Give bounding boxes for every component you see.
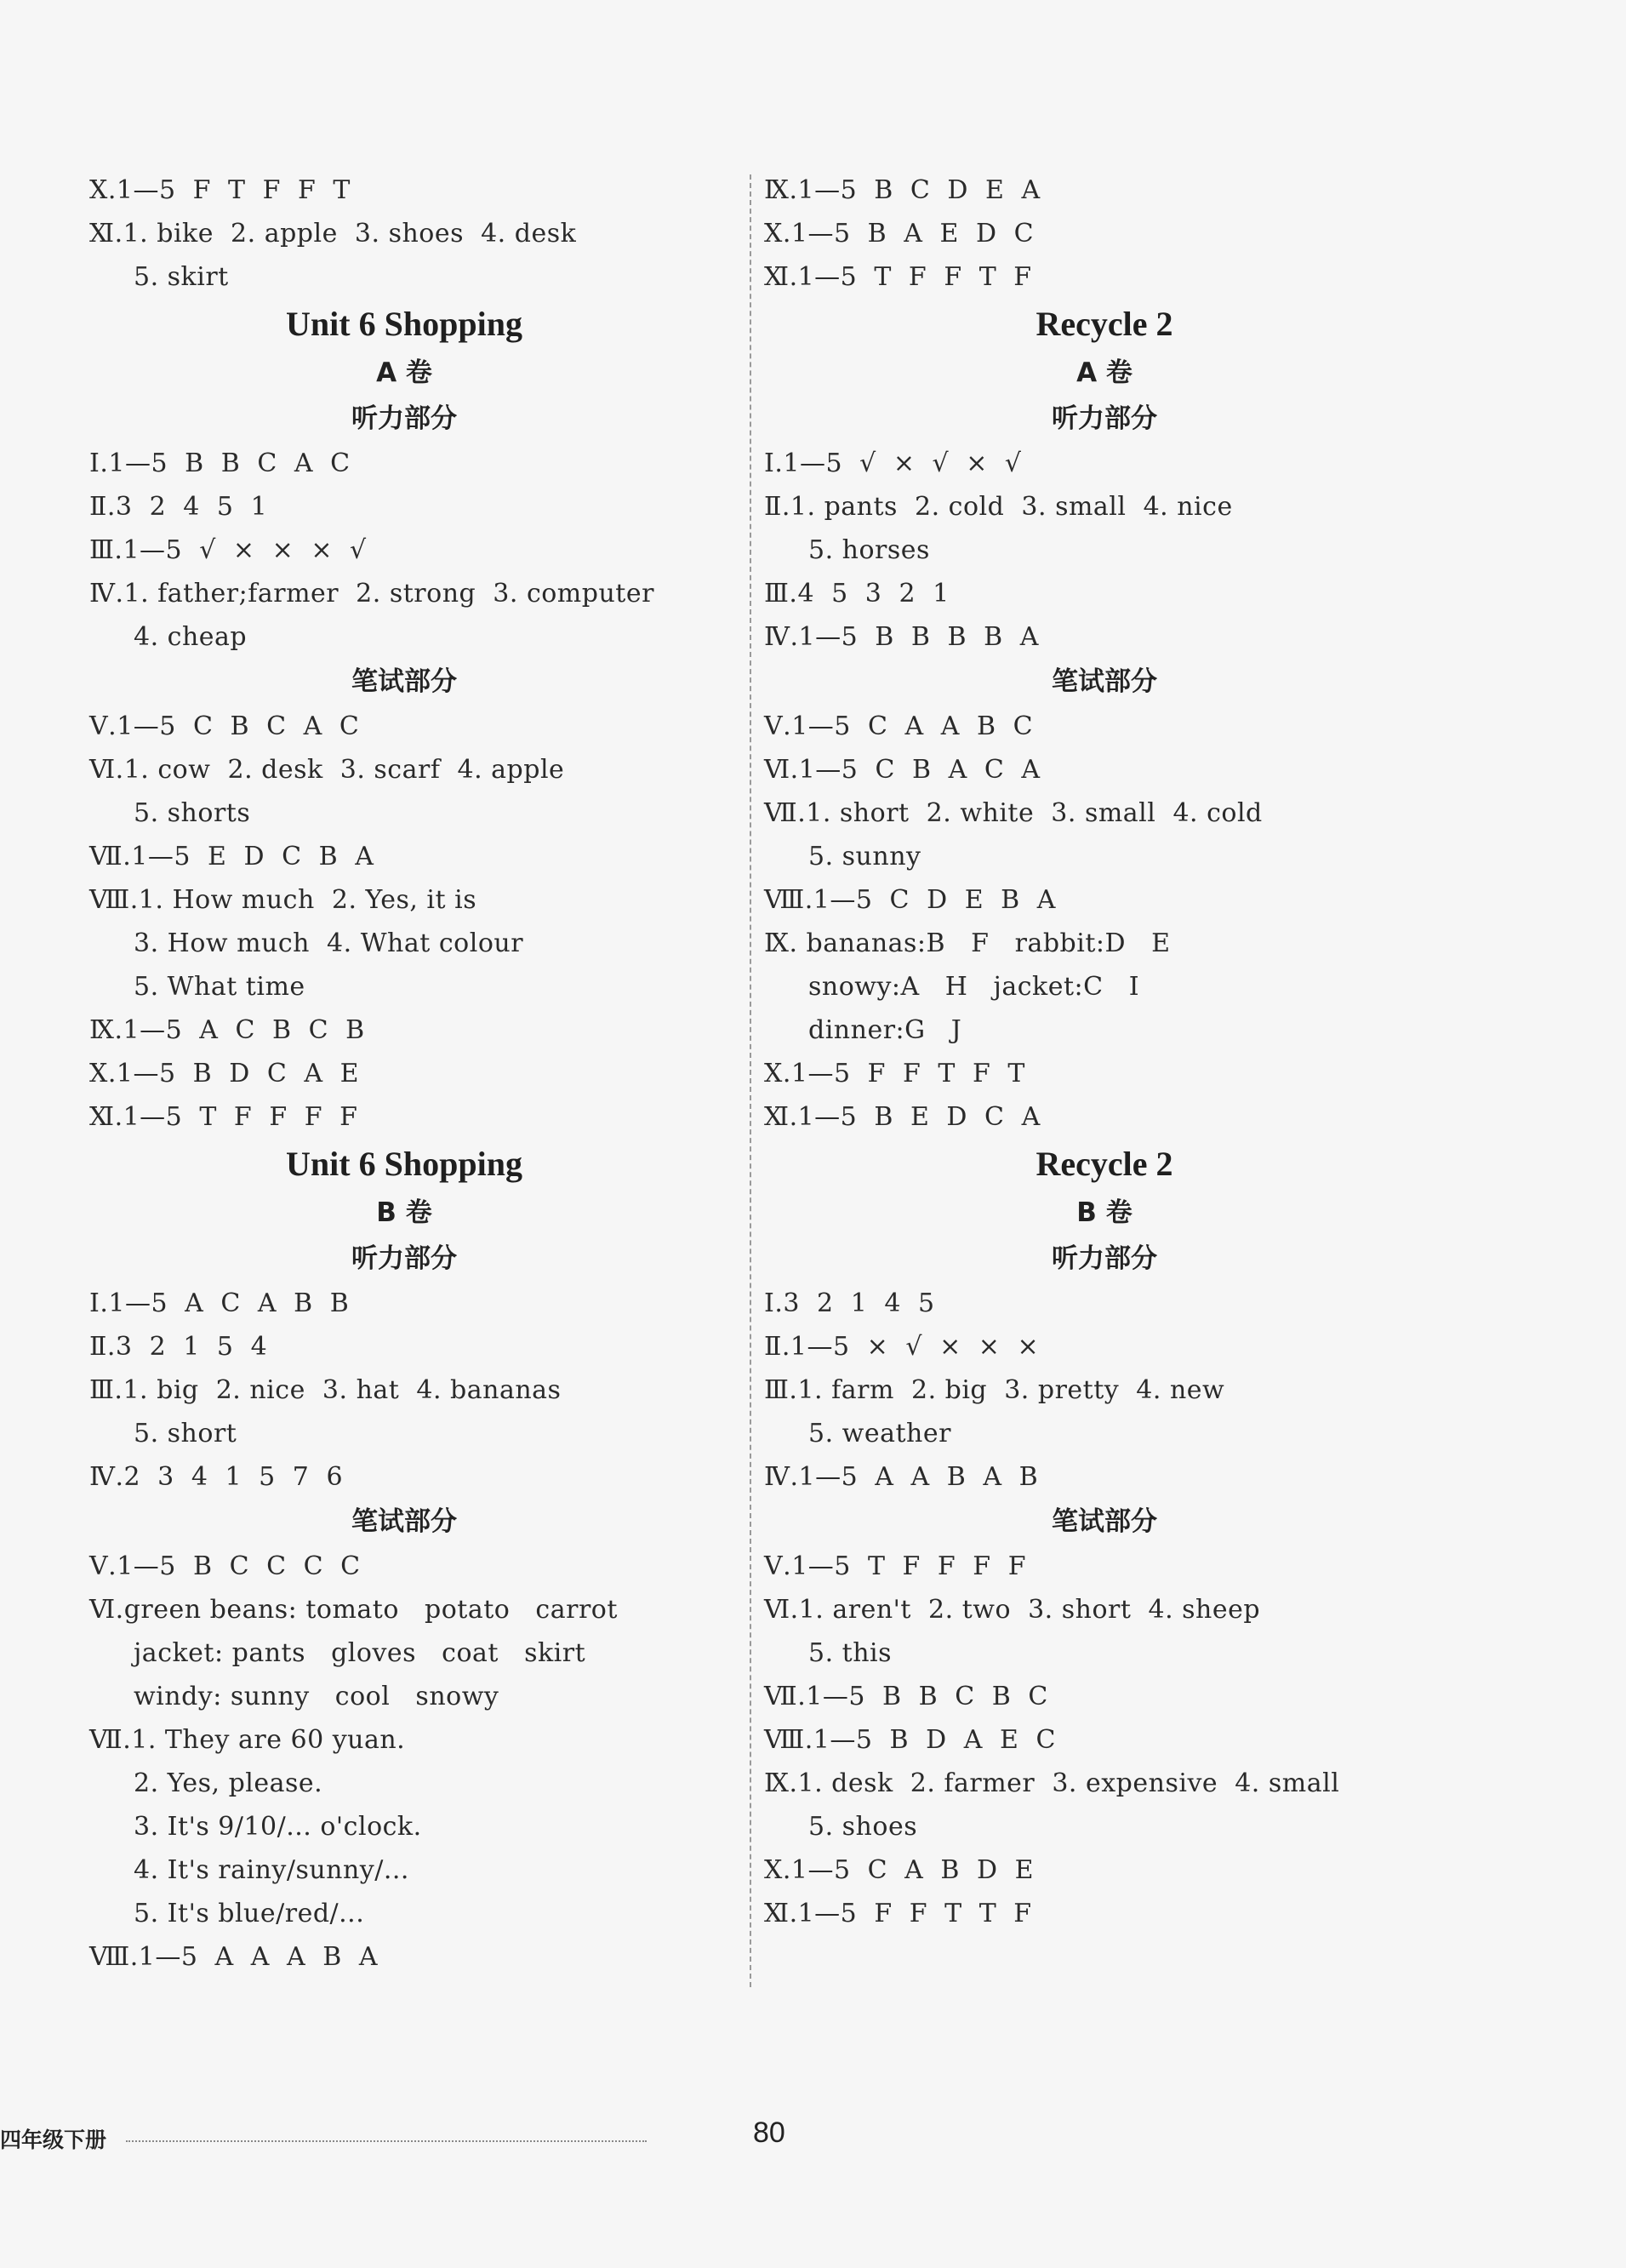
answer-line: Ⅸ.1—5 B C D E A <box>764 175 1041 205</box>
section-heading: 笔试部分 <box>351 666 457 697</box>
answer-line-continued: 5. sunny <box>808 842 921 871</box>
answer-line-continued: 5. horses <box>808 535 930 565</box>
section-heading: B 卷 <box>376 1197 432 1228</box>
unit-title: Unit 6 Shopping <box>286 1145 522 1183</box>
answer-line: Ⅰ.3 2 1 4 5 <box>764 1288 935 1318</box>
answer-line-continued: 5. shoes <box>808 1812 918 1842</box>
column-divider <box>750 174 751 1987</box>
answer-line: Ⅱ.3 2 1 5 4 <box>89 1332 268 1362</box>
grade-label: 四年级下册 <box>0 2128 107 2152</box>
answer-line: Ⅴ.1—5 T F F F F <box>764 1551 1027 1581</box>
footer-dotted-rule <box>126 2140 647 2142</box>
answer-line: Ⅳ.1—5 B B B B A <box>764 622 1039 652</box>
answer-line-continued: 5. What time <box>134 972 305 1002</box>
answer-line: Ⅶ.1—5 E D C B A <box>89 842 374 871</box>
section-heading: B 卷 <box>1076 1197 1132 1228</box>
answer-line-continued: 4. cheap <box>134 622 248 652</box>
answer-line: Ⅷ.1—5 A A A B A <box>89 1942 379 1972</box>
answer-line: Ⅱ.3 2 4 5 1 <box>89 492 268 522</box>
answer-line: Ⅸ.1—5 A C B C B <box>89 1015 365 1045</box>
section-heading: 笔试部分 <box>1052 666 1157 697</box>
section-heading: 听力部分 <box>351 403 457 434</box>
answer-line: Ⅹ.1—5 F F T F T <box>764 1059 1025 1088</box>
answer-line-continued: 5. It's blue/red/... <box>134 1899 365 1928</box>
answer-line-continued: 3. How much 4. What colour <box>134 928 524 958</box>
answer-line: Ⅺ.1—5 F F T T F <box>764 1899 1032 1928</box>
answer-line: Ⅱ.1. pants 2. cold 3. small 4. nice <box>764 492 1233 522</box>
answer-line: Ⅲ.1. big 2. nice 3. hat 4. bananas <box>89 1375 562 1405</box>
answer-line: Ⅶ.1—5 B B C B C <box>764 1682 1048 1711</box>
answer-line-continued: 5. skirt <box>134 262 229 292</box>
answer-line: Ⅷ.1. How much 2. Yes, it is <box>89 885 477 915</box>
answer-line-continued: 3. It's 9/10/... o'clock. <box>134 1812 422 1842</box>
answer-line: Ⅺ.1. bike 2. apple 3. shoes 4. desk <box>89 219 577 249</box>
answer-line: Ⅵ.green beans: tomato potato carrot <box>89 1595 618 1625</box>
left-column <box>89 169 719 1979</box>
answer-line: Ⅰ.1—5 √ × √ × √ <box>764 448 1022 478</box>
answer-line: Ⅺ.1—5 T F F T F <box>764 262 1032 292</box>
right-column <box>764 169 1445 1935</box>
answer-line: Ⅶ.1. They are 60 yuan. <box>89 1725 406 1755</box>
answer-line: Ⅷ.1—5 B D A E C <box>764 1725 1056 1755</box>
unit-title: Recycle 2 <box>1036 1145 1173 1183</box>
answer-line: Ⅴ.1—5 C B C A C <box>89 711 360 741</box>
answer-line: Ⅳ.2 3 4 1 5 7 6 <box>89 1462 344 1492</box>
unit-title: Unit 6 Shopping <box>286 305 522 343</box>
answer-line-continued: 5. this <box>808 1638 893 1668</box>
answer-line-continued: 5. weather <box>808 1419 951 1448</box>
answer-line-continued: dinner:G J <box>808 1015 962 1045</box>
answer-line: Ⅹ.1—5 C A B D E <box>764 1855 1035 1885</box>
answer-line: Ⅹ.1—5 B A E D C <box>764 219 1035 249</box>
answer-line: Ⅵ.1. aren't 2. two 3. short 4. sheep <box>764 1595 1261 1625</box>
section-heading: A 卷 <box>1076 357 1132 388</box>
answer-line: Ⅹ.1—5 F T F F T <box>89 175 351 205</box>
unit-title: Recycle 2 <box>1036 305 1173 343</box>
answer-line: Ⅴ.1—5 C A A B C <box>764 711 1034 741</box>
answer-line: Ⅺ.1—5 T F F F F <box>89 1102 358 1132</box>
answer-line-continued: 5. short <box>134 1419 237 1448</box>
answer-line-continued: 2. Yes, please. <box>134 1768 323 1798</box>
answer-line: Ⅸ. bananas:B F rabbit:D E <box>764 928 1171 958</box>
section-heading: 听力部分 <box>1052 1243 1157 1274</box>
answer-line: Ⅰ.1—5 A C A B B <box>89 1288 350 1318</box>
answer-line: Ⅲ.4 5 3 2 1 <box>764 579 950 608</box>
answer-line: Ⅷ.1—5 C D E B A <box>764 885 1056 915</box>
answer-line-continued: 4. It's rainy/sunny/... <box>134 1855 409 1885</box>
answer-line: Ⅵ.1—5 C B A C A <box>764 755 1041 785</box>
answer-line: Ⅵ.1. cow 2. desk 3. scarf 4. apple <box>89 755 565 785</box>
answer-line: Ⅰ.1—5 B B C A C <box>89 448 351 478</box>
answer-line-continued: jacket: pants gloves coat skirt <box>134 1638 586 1668</box>
answer-line: Ⅲ.1—5 √ × × × √ <box>89 535 367 565</box>
answer-line: Ⅳ.1. father;farmer 2. strong 3. computer <box>89 579 654 608</box>
answer-line-continued: 5. shorts <box>134 798 251 828</box>
section-heading: 笔试部分 <box>351 1506 457 1537</box>
section-heading: 笔试部分 <box>1052 1506 1157 1537</box>
answer-line: Ⅲ.1. farm 2. big 3. pretty 4. new <box>764 1375 1225 1405</box>
answer-line: Ⅶ.1. short 2. white 3. small 4. cold <box>764 798 1263 828</box>
answer-line: Ⅸ.1. desk 2. farmer 3. expensive 4. small <box>764 1768 1340 1798</box>
page-number: 80 <box>753 2117 785 2149</box>
answer-line: Ⅹ.1—5 B D C A E <box>89 1059 360 1088</box>
answer-line: Ⅺ.1—5 B E D C A <box>764 1102 1041 1132</box>
answer-line: Ⅱ.1—5 × √ × × × <box>764 1332 1040 1362</box>
section-heading: 听力部分 <box>351 1243 457 1274</box>
answer-line-continued: windy: sunny cool snowy <box>134 1682 499 1711</box>
section-heading: A 卷 <box>376 357 432 388</box>
answer-line: Ⅳ.1—5 A A B A B <box>764 1462 1039 1492</box>
answer-line-continued: snowy:A H jacket:C I <box>808 972 1140 1002</box>
answer-line: Ⅴ.1—5 B C C C C <box>89 1551 361 1581</box>
section-heading: 听力部分 <box>1052 403 1157 434</box>
